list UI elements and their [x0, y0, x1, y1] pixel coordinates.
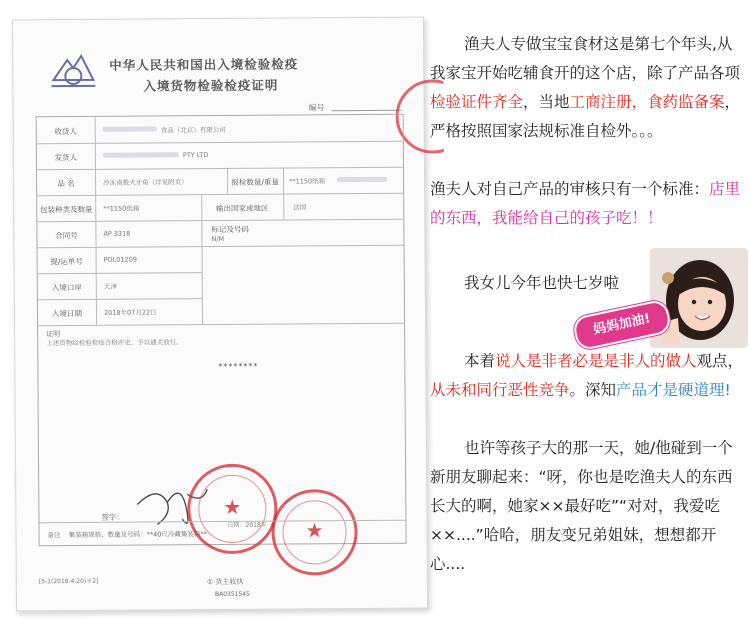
contract-value: AP 3318	[103, 229, 131, 238]
consignor-value: PTY LTD	[182, 151, 209, 160]
sign-label: 签字：	[101, 512, 124, 522]
redacted-block	[103, 152, 179, 158]
row-consignee	[37, 115, 403, 145]
consignee-label: 收货人	[54, 126, 78, 137]
p4-highlight-no-competition: 从未和同行恶性竞争	[430, 381, 570, 399]
port-value: 天津	[103, 282, 117, 291]
row-port	[38, 272, 202, 300]
contract-label: 合同号	[55, 230, 78, 241]
entry-date-value: 2018年07月22日	[103, 308, 157, 317]
row-bill	[38, 246, 202, 274]
serial-number: BA0351545	[214, 590, 250, 599]
proof-label: 证明	[46, 330, 61, 339]
row-packing	[37, 193, 403, 223]
quantity-value: **1150纸箱	[289, 177, 326, 186]
certificate-subtitle: 入境货物检验检疫证明	[143, 77, 279, 94]
origin-label: 输出国家或地区	[215, 203, 269, 214]
port-label: 入境口岸	[51, 282, 82, 293]
star-icon: ★	[305, 518, 324, 543]
inspection-certificate	[12, 17, 428, 612]
red-seal-left	[187, 464, 278, 555]
p4-text-a: 本着	[464, 352, 496, 370]
p4-highlight-no-gossip: 说人是非者必是是非人的做人	[495, 352, 697, 370]
certificate-number-line	[332, 110, 402, 111]
owner-copy-marker: ①	[206, 578, 214, 587]
p4-highlight-product-quality: 产品才是硬道理!	[616, 381, 731, 399]
quantity-label: 报检数量/重量	[231, 177, 279, 187]
owner-copy-label	[207, 577, 244, 587]
paragraph-1	[430, 30, 746, 146]
p2-highlight-own-child: 店里的东西，我能给自己的孩子吃！！	[430, 180, 741, 227]
row-contract	[37, 219, 403, 249]
product-value: 冷冻南极犬牙鱼（详见附页）	[103, 178, 188, 187]
certificate-table	[36, 114, 407, 547]
marks-value: N/M	[211, 234, 225, 244]
p4-text-c: 。深知	[569, 381, 617, 399]
cheer-bubble: 妈妈加油!	[572, 298, 673, 351]
note-label: 备注	[47, 531, 61, 540]
p5-text: 也许等孩子大的那一天，她/他碰到一个新朋友聊起来：“呀，你也是吃渔夫人的东西长大的啊，她家××最好吃”“对对，我爱吃××....”哈哈，朋友变兄弟姐妹，想想都开心....	[430, 439, 733, 573]
p1-text-c: ，严格按照国家法规标准自检外。。。	[430, 93, 741, 140]
p1-text-a: 渔夫人专做宝宝食材这是第七个年头,从我家宝开始吃辅食开的这个店，除了产品各项	[430, 35, 741, 82]
bill-value: POL01209	[103, 255, 137, 264]
p3-text: 我女儿今年也快七岁啦	[464, 274, 620, 292]
note-text: 集装箱规格、数量及号码：**40尺冷藏集装箱**	[68, 530, 207, 540]
redacted-block	[337, 177, 387, 182]
row-product	[37, 167, 403, 197]
proof-section	[38, 323, 406, 546]
redacted-block	[103, 126, 157, 131]
paragraph-5	[430, 434, 746, 579]
entry-date-label: 入境日期	[51, 308, 83, 319]
ciq-emblem-icon	[47, 50, 99, 92]
p2-text-a: 渔夫人对自己产品的审核只有一个标准：	[430, 180, 710, 198]
stamp-date: 日期：2018年	[227, 521, 267, 529]
p1-highlight-registration: 工商注册，食药监备案	[569, 93, 725, 111]
origin-value: 法国	[293, 203, 307, 212]
bill-label: 提/运单号	[50, 256, 83, 267]
form-code: [5-1(2018.4.20)＊2]	[38, 577, 99, 586]
note-section	[48, 529, 207, 539]
p1-highlight-certificates: 检验证件齐全	[430, 93, 524, 111]
paragraph-4	[430, 347, 746, 405]
consignor-label: 发货人	[54, 152, 78, 163]
p1-text-b: ，当地	[523, 93, 570, 111]
marks-label: 标记及号码	[211, 224, 249, 235]
red-seal-right	[271, 489, 358, 576]
p4-text-b: 观点，	[696, 352, 744, 370]
certificate-number-label: 编号	[308, 103, 325, 113]
certificate-title: 中华人民共和国出入境检验检疫	[109, 56, 299, 73]
row-consignor	[37, 141, 403, 171]
paragraph-2	[430, 175, 746, 233]
owner-copy-text: 货主收执	[215, 577, 244, 587]
proof-stars: ********	[218, 361, 259, 372]
packing-label: 包装种类及数量	[39, 204, 93, 215]
consignee-value: 食品（北京）有限公司	[160, 125, 226, 135]
row-entry-date	[38, 297, 404, 327]
product-label: 品 名	[57, 179, 75, 189]
packing-value: **1150纸箱	[103, 204, 140, 213]
daughter-photo	[650, 248, 748, 348]
star-icon: ★	[223, 495, 242, 520]
proof-text: 上述货物经检验检疫合格评定，予以通关放行。	[46, 338, 183, 348]
